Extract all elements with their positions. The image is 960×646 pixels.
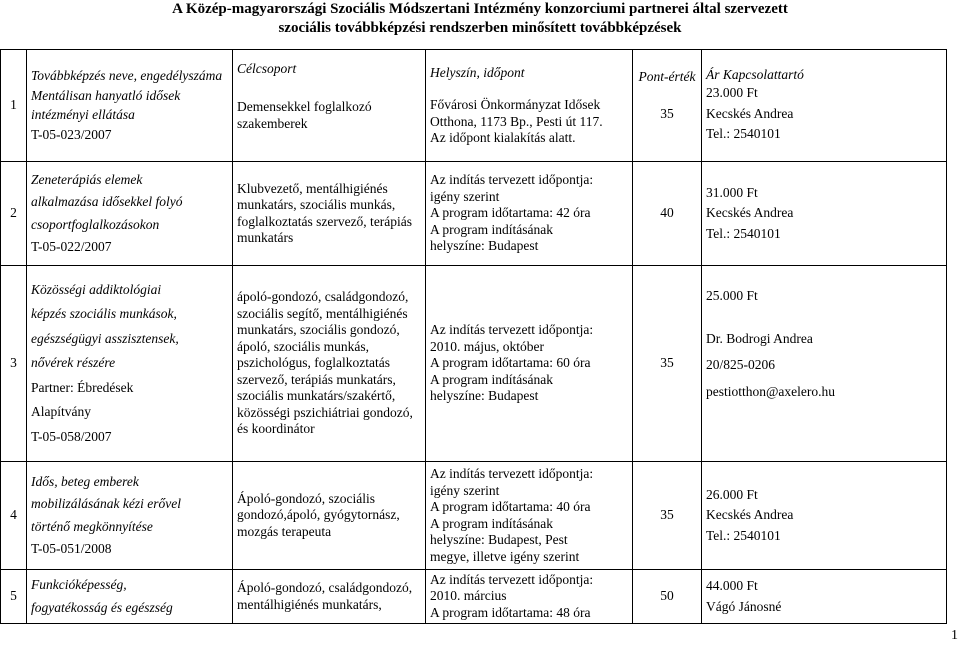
location-line: megye, illetve igény szerint bbox=[430, 548, 580, 564]
price: 31.000 Ft bbox=[706, 184, 758, 200]
training-name-line: intézményi ellátása bbox=[31, 107, 135, 122]
training-code: T-05-023/2007 bbox=[31, 126, 112, 142]
row-number: 3 bbox=[1, 266, 27, 462]
row-number: 4 bbox=[1, 462, 27, 570]
table-row bbox=[1, 570, 947, 624]
location-line: A program időtartama: 48 óra bbox=[430, 604, 591, 620]
location-line: A program indításának bbox=[430, 221, 553, 237]
location-line: helyszíne: Budapest bbox=[430, 388, 539, 404]
training-code: T-05-051/2008 bbox=[31, 541, 112, 556]
location-line: 2010. március bbox=[430, 588, 507, 604]
table-row bbox=[1, 162, 947, 266]
training-name-line: csoportfoglalkozásokon bbox=[31, 216, 160, 232]
points-value: 50 bbox=[633, 570, 702, 624]
contact-phone: Tel.: 2540101 bbox=[706, 527, 781, 543]
location-cell bbox=[426, 570, 633, 624]
partner-line: Partner: Ébredések bbox=[31, 379, 134, 395]
points-value: 35 bbox=[660, 105, 674, 121]
training-name-line: Funkcióképesség, bbox=[31, 577, 127, 592]
price-contact-cell bbox=[702, 462, 947, 570]
location-line: Az indítás tervezett időpontja: bbox=[430, 571, 594, 587]
training-name-line: képzés szociális munkások, bbox=[31, 306, 177, 322]
row-number: 2 bbox=[1, 162, 27, 266]
document-title bbox=[0, 0, 960, 38]
training-name-line: mobilizálásának kézi erővel bbox=[31, 496, 181, 511]
title-line-1: A Közép-magyarországi Szociális Módszertani Intézmény konzorciumi partnerei által szervezett bbox=[172, 1, 788, 17]
location-line: A program időtartama: 40 óra bbox=[430, 499, 591, 514]
location-line: Fővárosi Önkormányzat Idősek bbox=[430, 97, 601, 112]
training-name-line: fogyatékosság és egészség bbox=[31, 599, 173, 615]
price-contact-cell bbox=[702, 570, 947, 624]
table-row bbox=[1, 50, 947, 162]
target-group-text: Ápoló-gondozó, szociális gondozó,ápoló, gyógytornász, mozgás terapeuta bbox=[237, 490, 400, 539]
training-name-line: egészségügyi asszisztensek, bbox=[31, 330, 179, 346]
price-contact-cell bbox=[702, 50, 947, 162]
location-line: helyszíne: Budapest bbox=[430, 238, 539, 254]
training-name-line: nővérek részére bbox=[31, 355, 116, 371]
title-line-2: szociális továbbképzési rendszerben minősített továbbképzések bbox=[278, 20, 682, 36]
training-name-line: történő megkönnyítése bbox=[31, 518, 153, 534]
training-name-cell bbox=[27, 50, 233, 162]
training-code: T-05-022/2007 bbox=[31, 239, 112, 254]
row-number: 1 bbox=[1, 50, 27, 162]
location-line: A program időtartama: 60 óra bbox=[430, 355, 591, 371]
points-value: 35 bbox=[633, 462, 702, 570]
training-name-cell bbox=[27, 162, 233, 266]
training-table bbox=[0, 49, 947, 624]
location-line: helyszíne: Budapest, Pest bbox=[430, 532, 568, 547]
location-line: A program indításának bbox=[430, 515, 553, 531]
points-cell bbox=[633, 50, 702, 162]
training-code: T-05-058/2007 bbox=[31, 428, 112, 444]
points-value: 40 bbox=[633, 162, 702, 266]
row-number: 5 bbox=[1, 570, 27, 624]
header-location: Helyszín, időpont bbox=[430, 64, 525, 80]
location-line: igény szerint bbox=[430, 188, 500, 204]
header-target-group: Célcsoport bbox=[237, 60, 297, 76]
location-line: Az indítás tervezett időpontja: bbox=[430, 322, 594, 338]
contact-name: Dr. Bodrogi Andrea bbox=[706, 330, 813, 346]
location-cell bbox=[426, 462, 633, 570]
header-points: Pont-érték bbox=[638, 69, 696, 84]
location-line: Otthona, 1173 Bp., Pesti út 117. bbox=[430, 113, 603, 129]
contact-name: Kecskés Andrea bbox=[706, 105, 794, 121]
partner-line: Alapítvány bbox=[31, 404, 91, 420]
target-group-text: ápoló-gondozó, családgondozó, szociális segítő, mentálhigiénés munkatárs, szociális gondozó, ápoló, szociális munkás, pszichológus, foglalkoztatás szervező, terápiás munkatárs, szociális munkatárs/szakértő, közösségi pszichiátriai gondozó, és koordinátor bbox=[237, 289, 413, 437]
price: 23.000 Ft bbox=[706, 85, 758, 100]
contact-name: Vágó Jánosné bbox=[706, 598, 782, 614]
training-name-line: Idős, beteg emberek bbox=[31, 473, 139, 489]
contact-phone: Tel.: 2540101 bbox=[706, 225, 781, 241]
location-line: Az időpont kialakítás alatt. bbox=[430, 130, 576, 145]
contact-phone: 20/825-0206 bbox=[706, 357, 775, 372]
target-group-text: Demensekkel foglalkozó szakemberek bbox=[237, 99, 372, 131]
target-group-cell bbox=[233, 462, 426, 570]
price: 25.000 Ft bbox=[706, 288, 758, 303]
contact-name: Kecskés Andrea bbox=[706, 205, 794, 221]
price-contact-cell bbox=[702, 266, 947, 462]
location-line: igény szerint bbox=[430, 482, 500, 498]
contact-phone: Tel.: 2540101 bbox=[706, 126, 781, 141]
location-line: 2010. május, október bbox=[430, 338, 544, 354]
location-line: A program indításának bbox=[430, 371, 553, 387]
training-name-cell bbox=[27, 462, 233, 570]
location-cell bbox=[426, 266, 633, 462]
contact-name: Kecskés Andrea bbox=[706, 507, 794, 523]
training-name-cell bbox=[27, 570, 233, 624]
target-group-cell bbox=[233, 50, 426, 162]
training-name-line: alkalmazása idősekkel folyó bbox=[31, 194, 183, 209]
points-value: 35 bbox=[633, 266, 702, 462]
table-row bbox=[1, 462, 947, 570]
location-cell bbox=[426, 162, 633, 266]
target-group-cell bbox=[233, 570, 426, 624]
training-name-cell bbox=[27, 266, 233, 462]
table-row bbox=[1, 266, 947, 462]
page-number: 1 bbox=[951, 628, 958, 643]
contact-email: pestiotthon@axelero.hu bbox=[706, 383, 836, 399]
location-cell bbox=[426, 50, 633, 162]
training-name-line: Mentálisan hanyatló idősek bbox=[31, 87, 181, 103]
location-line: A program időtartama: 42 óra bbox=[430, 205, 591, 221]
target-group-text: Klubvezető, mentálhigiénés munkatárs, szociális munkás, foglalkoztatás szervező, terápiás munkatárs bbox=[237, 180, 413, 245]
target-group-cell bbox=[233, 162, 426, 266]
training-name-line: Közösségi addiktológiai bbox=[31, 281, 162, 297]
header-training-name: Továbbképzés neve, engedélyszáma bbox=[31, 68, 223, 83]
training-name-line: Zeneterápiás elemek bbox=[31, 171, 143, 187]
location-line: Az indítás tervezett időpontja: bbox=[430, 172, 594, 188]
price: 26.000 Ft bbox=[706, 486, 758, 502]
target-group-text: Ápoló-gondozó, családgondozó, mentálhigiénés munkatárs, bbox=[237, 580, 413, 612]
location-line: Az indítás tervezett időpontja: bbox=[430, 466, 594, 481]
header-price-contact: Ár Kapcsolattartó bbox=[706, 66, 804, 82]
target-group-cell bbox=[233, 266, 426, 462]
price: 44.000 Ft bbox=[706, 578, 758, 593]
price-contact-cell bbox=[702, 162, 947, 266]
